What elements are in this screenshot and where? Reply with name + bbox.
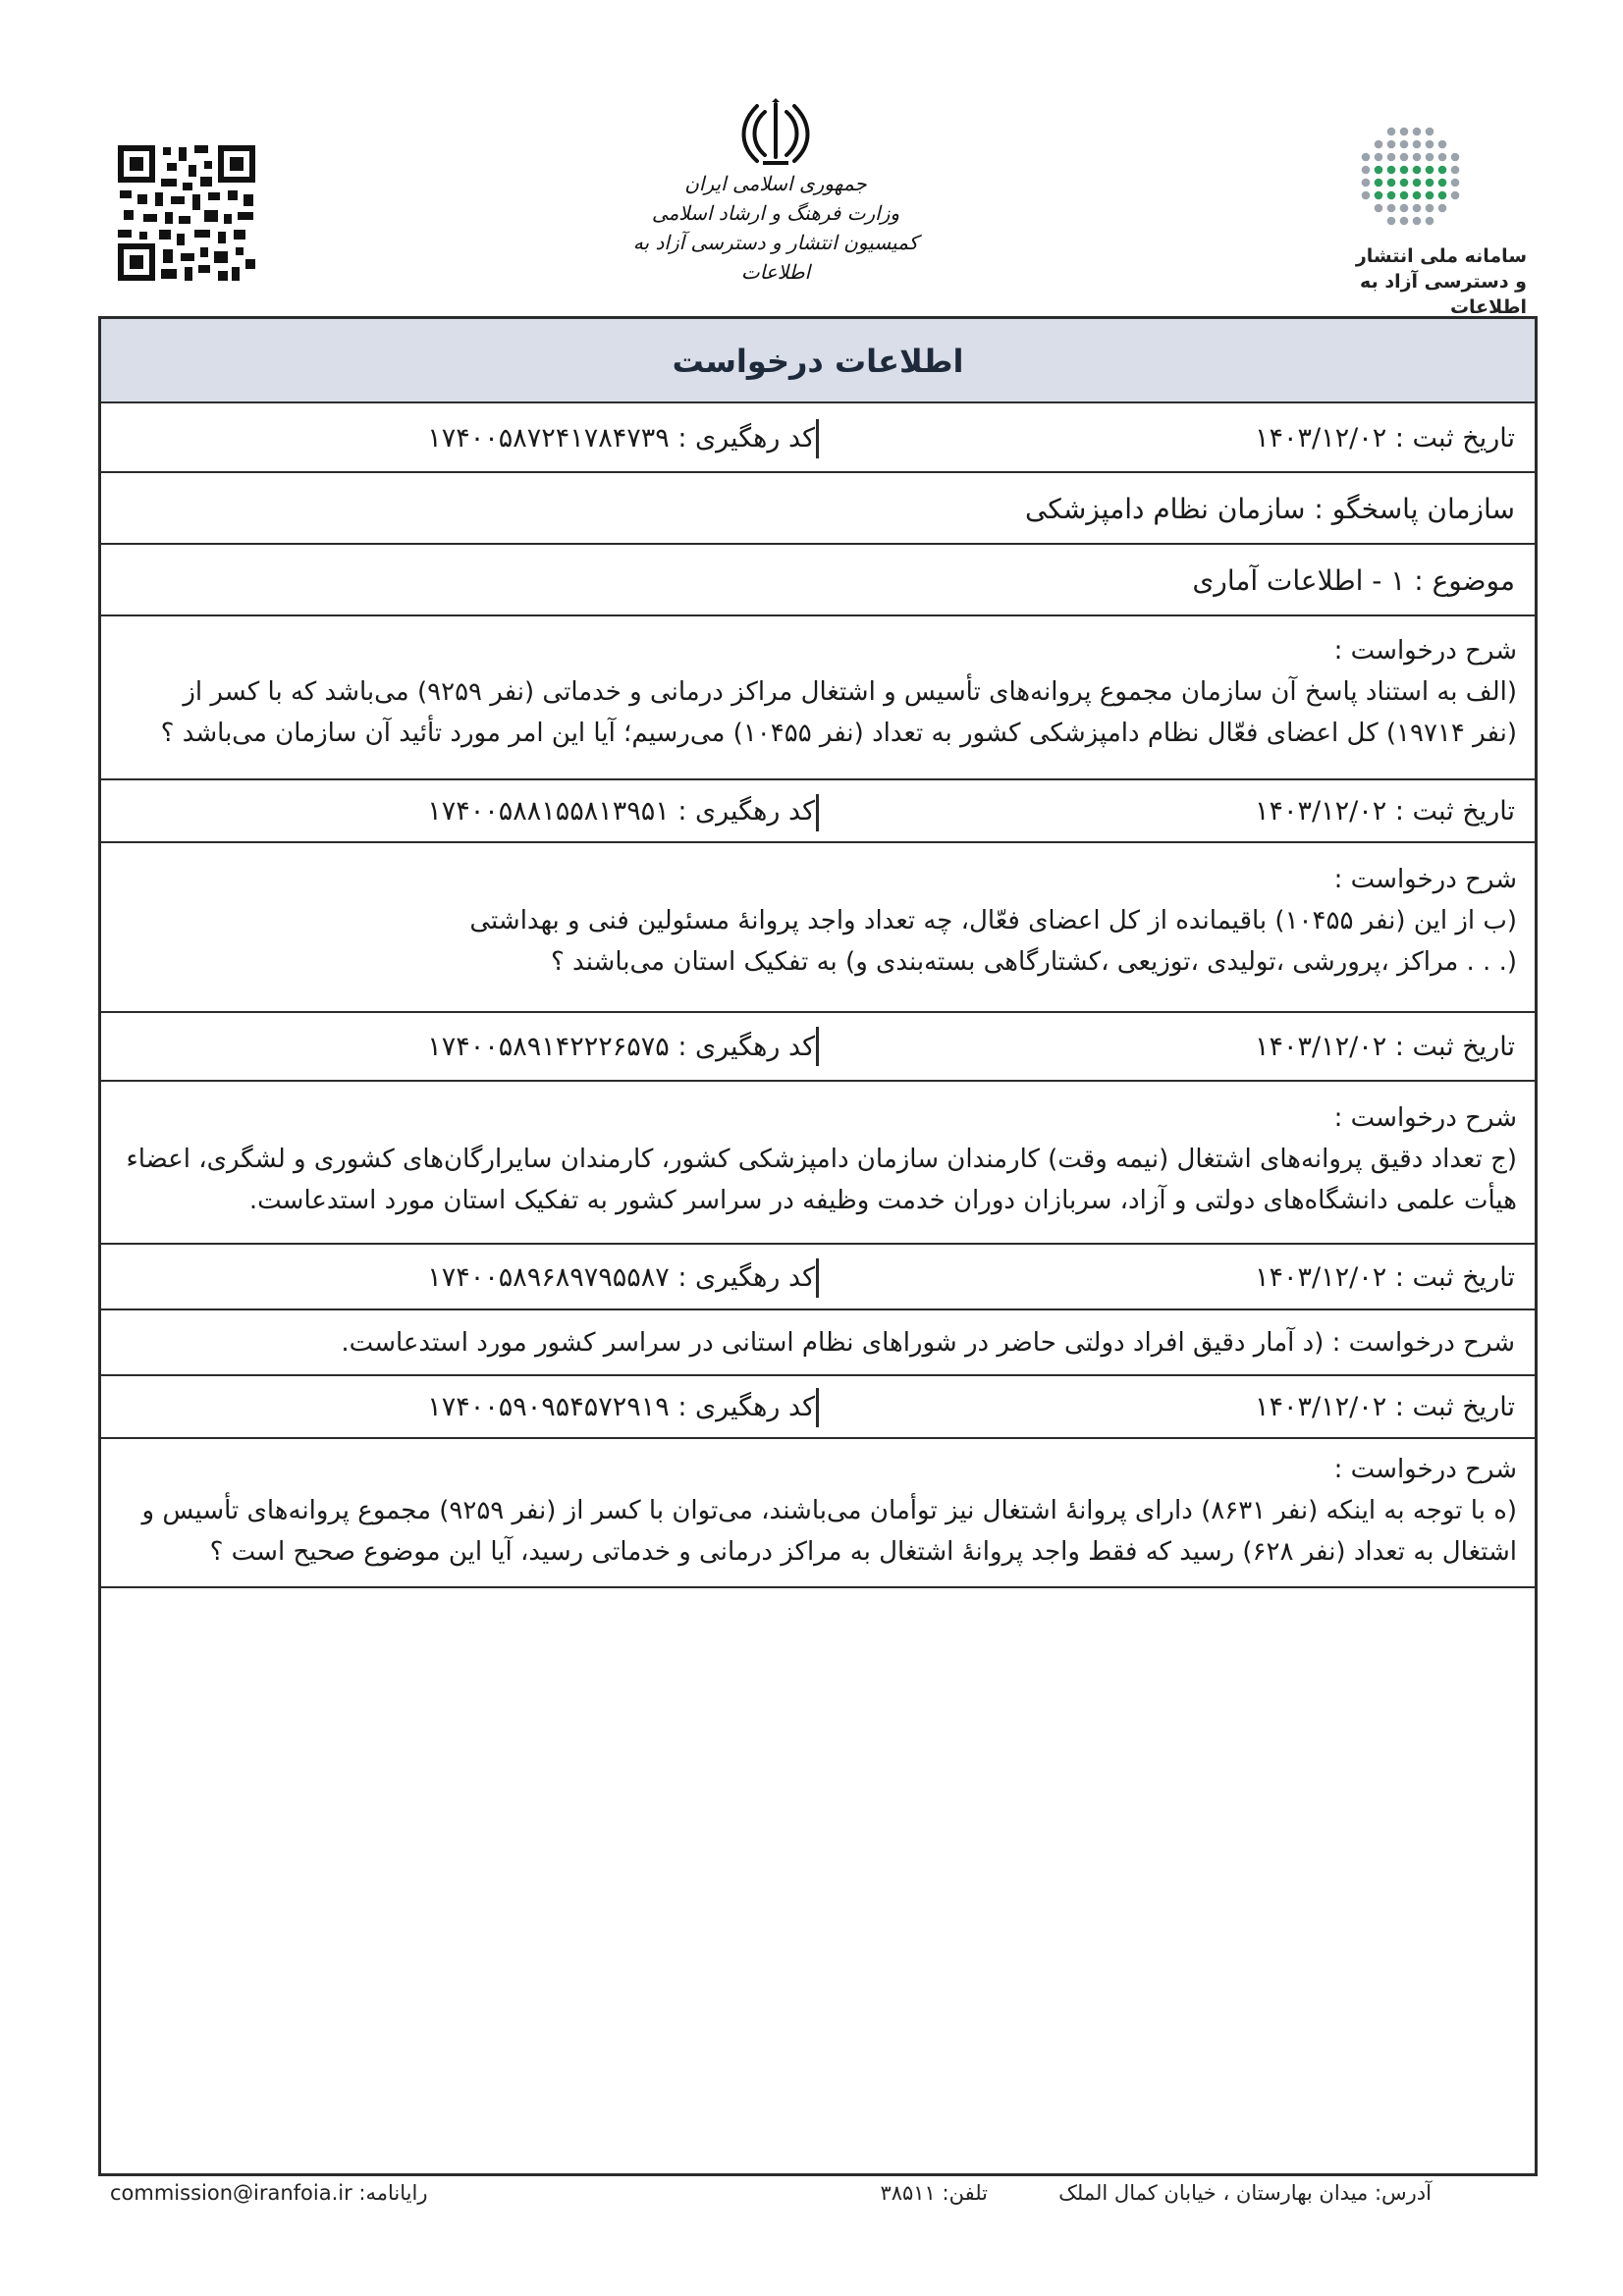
platform-name-line-1: سامانه ملی انتشار <box>1355 245 1527 267</box>
logo-dot <box>1387 153 1396 162</box>
emblem-line-3: کمیسیون انتشار و دسترسی آزاد به اطلاعات <box>632 231 919 284</box>
qr-code-icon <box>116 143 257 283</box>
column-divider <box>816 419 819 458</box>
column-divider <box>816 1258 819 1298</box>
registration-date: تاریخ ثبت : ۱۴۰۳/۱۲/۰۲ <box>1255 423 1515 454</box>
description-label: شرح درخواست : <box>1333 636 1517 666</box>
footer-address: آدرس: میدان بهارستان ، خیابان کمال الملک <box>1058 2181 1432 2205</box>
subject-row <box>101 545 1535 616</box>
description-row-3 <box>101 1082 1535 1245</box>
logo-dot <box>1387 191 1396 200</box>
tracking-code: کد رهگیری : ۱۷۴۰۰۵۸۸۱۵۵۸۱۳۹۵۱ <box>427 796 815 827</box>
page-title: اطلاعات درخواست <box>672 343 964 380</box>
logo-dot <box>1438 140 1447 149</box>
logo-dot <box>1375 153 1383 162</box>
logo-dot <box>1426 128 1434 136</box>
logo-dot <box>1426 166 1434 175</box>
responder-row <box>101 473 1535 545</box>
logo-dot <box>1375 140 1383 149</box>
column-divider <box>816 794 819 831</box>
logo-dot <box>1451 166 1460 175</box>
tracking-code: کد رهگیری : ۱۷۴۰۰۵۹۰۹۵۴۵۷۲۹۱۹ <box>427 1392 815 1422</box>
logo-dot <box>1375 204 1383 213</box>
logo-dot <box>1413 217 1422 226</box>
logo-dot <box>1387 204 1396 213</box>
logo-dot <box>1413 179 1422 187</box>
meta-row-5 <box>101 1376 1535 1439</box>
logo-dot <box>1451 191 1460 200</box>
logo-dot <box>1451 179 1460 187</box>
meta-row-4 <box>101 1245 1535 1310</box>
logo-dot <box>1362 153 1371 162</box>
logo-dot <box>1426 179 1434 187</box>
description-row-5 <box>101 1439 1535 1588</box>
tracking-code: کد رهگیری : ۱۷۴۰۰۵۸۹۶۸۹۷۹۵۵۸۷ <box>427 1262 815 1293</box>
registration-date: تاریخ ثبت : ۱۴۰۳/۱۲/۰۲ <box>1255 1392 1515 1422</box>
description-row-4 <box>101 1310 1535 1376</box>
emblem-line-1: جمهوری اسلامی ایران <box>684 172 867 195</box>
logo-dot <box>1387 140 1396 149</box>
logo-dot <box>1400 179 1409 187</box>
platform-name-line-2: و دسترسی آزاد به اطلاعات <box>1360 271 1527 318</box>
footer <box>98 2181 1538 2220</box>
logo-dot <box>1400 128 1409 136</box>
emblem-line-2: وزارت فرهنگ و ارشاد اسلامی <box>651 201 900 225</box>
iran-emblem-icon <box>628 98 923 169</box>
platform-logo <box>1286 126 1527 318</box>
logo-dot <box>1400 153 1409 162</box>
description-inline: شرح درخواست : (د آمار دقیق افراد دولتی حاضر در شوراهای نظام استانی در سراسر کشور مورد استدعاست. <box>341 1328 1515 1358</box>
logo-dot <box>1387 166 1396 175</box>
description-row-1 <box>101 616 1535 780</box>
logo-dot <box>1375 191 1383 200</box>
logo-dot <box>1413 166 1422 175</box>
description-label: شرح درخواست : <box>1333 1103 1517 1133</box>
logo-dot <box>1426 140 1434 149</box>
description-line: (ج تعداد دقیق پروانه‌های اشتغال (نیمه وقت) کارمندان سازمان دامپزشکی کشور، کارمندان سایرارگان‌های کشوری و لشگری، اعضاء <box>126 1145 1517 1174</box>
description-line: (الف به استناد پاسخ آن سازمان مجموع پروانه‌های تأسیس و اشتغال مراکز درمانی و خدماتی (نفر ۹۲۵۹) می‌باشد که با کسر از <box>183 677 1517 707</box>
description-row-2 <box>101 843 1535 1013</box>
dot-grid-logo-icon <box>1360 126 1468 234</box>
logo-dot <box>1387 217 1396 226</box>
logo-dot <box>1426 217 1434 226</box>
meta-row-3 <box>101 1013 1535 1082</box>
responder-org: سازمان پاسخگو : سازمان نظام دامپزشکی <box>1025 493 1515 525</box>
logo-dot <box>1451 153 1460 162</box>
logo-dot <box>1375 179 1383 187</box>
description-label: شرح درخواست : <box>1333 1455 1517 1484</box>
logo-dot <box>1413 191 1422 200</box>
column-divider <box>816 1027 819 1066</box>
tracking-code: کد رهگیری : ۱۷۴۰۰۵۸۷۲۴۱۷۸۴۷۳۹ <box>427 423 815 454</box>
logo-dot <box>1400 204 1409 213</box>
logo-dot <box>1438 166 1447 175</box>
registration-date: تاریخ ثبت : ۱۴۰۳/۱۲/۰۲ <box>1255 796 1515 827</box>
ministry-emblem <box>628 98 923 294</box>
subject: موضوع : ۱ - اطلاعات آماری <box>1192 564 1515 597</box>
logo-dot <box>1387 179 1396 187</box>
registration-date: تاریخ ثبت : ۱۴۰۳/۱۲/۰۲ <box>1255 1032 1515 1062</box>
logo-dot <box>1426 191 1434 200</box>
logo-dot <box>1426 153 1434 162</box>
logo-dot <box>1413 153 1422 162</box>
meta-row-1 <box>101 403 1535 473</box>
logo-dot <box>1362 179 1371 187</box>
logo-dot <box>1387 128 1396 136</box>
footer-email: commission@iranfoia.ir :رایانامه <box>110 2181 428 2205</box>
description-line: (. . . مراکز ،پرورشی ،تولیدی ،توزیعی ،کشتارگاهی بسته‌بندی و) به تفکیک استان می‌باشند ؟ <box>550 947 1517 977</box>
description-line: (ه با توجه به اینکه (نفر ۸۶۳۱) دارای پروانهٔ اشتغال نیز توأمان می‌باشند، می‌توان با کسر از (نفر ۹۲۵۹) مجموع پروانه‌های تأسیس و <box>141 1496 1517 1525</box>
logo-dot <box>1400 191 1409 200</box>
logo-dot <box>1438 204 1447 213</box>
logo-dot <box>1400 140 1409 149</box>
logo-dot <box>1426 204 1434 213</box>
description-line: اشتغال به تعداد (نفر ۶۲۸) رسید که فقط واجد پروانهٔ اشتغال به مراکز درمانی و خدماتی رسید، آیا این موضوع صحیح است ؟ <box>209 1537 1517 1567</box>
logo-dot <box>1413 204 1422 213</box>
tracking-code: کد رهگیری : ۱۷۴۰۰۵۸۹۱۴۲۲۲۶۵۷۵ <box>427 1032 815 1062</box>
column-divider <box>816 1388 819 1427</box>
title-bar <box>101 319 1535 403</box>
description-label: شرح درخواست : <box>1333 865 1517 894</box>
logo-dot <box>1413 140 1422 149</box>
logo-dot <box>1438 179 1447 187</box>
logo-dot <box>1438 153 1447 162</box>
logo-dot <box>1362 166 1371 175</box>
description-line: هیأت علمی دانشگاه‌های دولتی و آزاد، سربازان دوران خدمت وظیفه در سراسر کشور به تفکیک استان مورد استدعاست. <box>248 1186 1517 1215</box>
meta-row-2 <box>101 780 1535 843</box>
footer-phone: تلفن: ۳۸۵۱۱ <box>880 2181 988 2205</box>
logo-dot <box>1413 128 1422 136</box>
logo-dot <box>1375 166 1383 175</box>
logo-dot <box>1400 166 1409 175</box>
description-line: (نفر ۱۹۷۱۴) کل اعضای فعّال نظام دامپزشکی کشور به تعداد (نفر ۱۰۴۵۵) می‌رسیم؛ آیا این امر مورد تأئید آن سازمان می‌باشد ؟ <box>160 719 1517 748</box>
logo-dot <box>1400 217 1409 226</box>
description-line: (ب از این (نفر ۱۰۴۵۵) باقیمانده از کل اعضای فعّال، چه تعداد واجد پروانهٔ مسئولین فنی و بهداشتی <box>469 906 1517 935</box>
platform-name <box>1286 243 1527 320</box>
registration-date: تاریخ ثبت : ۱۴۰۳/۱۲/۰۲ <box>1255 1262 1515 1293</box>
logo-dot <box>1362 191 1371 200</box>
logo-dot <box>1438 191 1447 200</box>
